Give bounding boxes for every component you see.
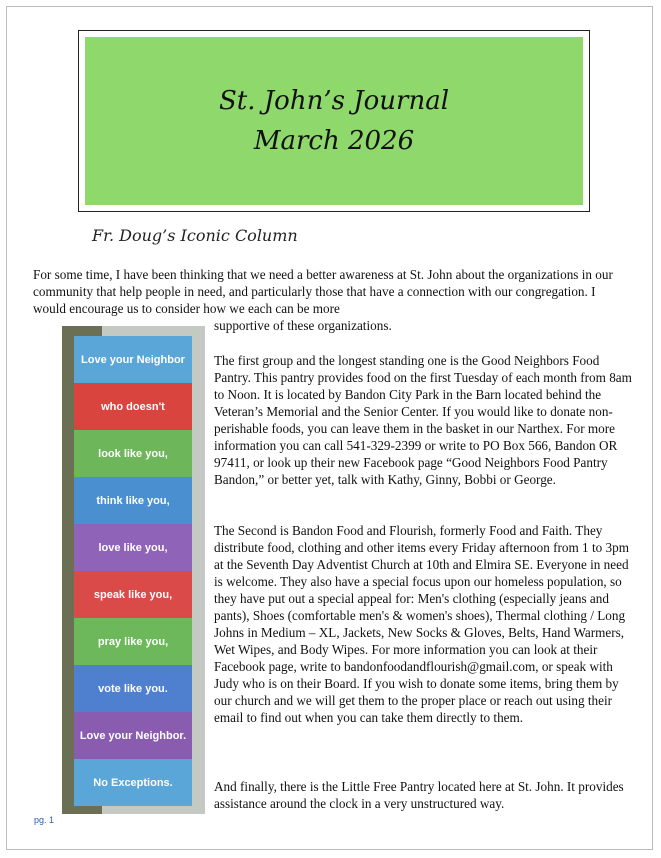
masthead-panel <box>85 37 583 205</box>
issue-date: March 2026 <box>253 126 415 156</box>
paragraph-good-neighbors: The first group and the longest standing one is the Good Neighbors Food Pantry. This pantry provides food on the first Tuesday of each month from 8am to Noon. It is located by Bandon City Park in the Barn located behind the Veteran’s Memorial and the Senior Center. If you would like to donate non-perishable foods, you can leave them in the basket in our Narthex. For more information you can call 541-329-2399 or write to PO Box 566, Bandon OR 97411, or look up their new Facebook page “Good Neighbors Food Pantry Bandon,” or better yet, talk with Kathy, Ginny, Bobbi or George. <box>214 353 632 487</box>
journal-title: St. John’s Journal <box>218 86 450 116</box>
banner-stripe: Love your Neighbor <box>74 336 192 383</box>
neighbor-banner <box>74 336 192 806</box>
banner-stripe: think like you, <box>74 477 192 524</box>
banner-stripe: No Exceptions. <box>74 759 192 806</box>
banner-stripe: Love your Neighbor. <box>74 712 192 759</box>
intro-paragraph: For some time, I have been thinking that we need a better awareness at St. John about the organizations in our community that help people in need, and particularly those that have a connection with our congregation. I would encourage us to consider how we each can be more <box>33 267 613 316</box>
column-title: Fr. Doug’s Iconic Column <box>92 226 298 245</box>
banner-stripe: speak like you, <box>74 571 192 618</box>
banner-stripe: love like you, <box>74 524 192 571</box>
banner-stripe: look like you, <box>74 430 192 477</box>
paragraph-little-free-pantry: And finally, there is the Little Free Pantry located here at St. John. It provides assistance around the clock in a very unstructured way. <box>214 779 624 811</box>
banner-photo <box>62 326 205 814</box>
banner-stripe: pray like you, <box>74 618 192 665</box>
paragraph-food-and-flourish: The Second is Bandon Food and Flourish, formerly Food and Faith. They distribute food, clothing and other items every Friday afternoon from 1 to 3pm at the Seventh Day Adventist Church at 10th and Elmira SE. Everyone in need is welcome. They also have a special focus upon our homeless population, so they have put out a special appeal for: Men's clothing (especially jeans and pants), Shoes (comfortable men's & women's shoes), Thermal clothing / Long Johns in Medium – XL, Jackets, New Socks & Gloves, Belts, Hand Warmers, Wet Wipes, and Body Wipes. For more information you can look at their Facebook page, write to bandonfoodandflourish@gmail.com, or speak with Judy who is on their Board. If you wish to donate some items, bring them by our church and we will get them to the proper place or reach out using their email to find out when you can take them directly to them. <box>214 523 629 725</box>
page-number: pg. 1 <box>34 815 55 825</box>
banner-stripe: who doesn't <box>74 383 192 430</box>
intro-paragraph-continued: supportive of these organizations. <box>214 318 392 333</box>
banner-stripe: vote like you. <box>74 665 192 712</box>
masthead <box>78 30 590 212</box>
